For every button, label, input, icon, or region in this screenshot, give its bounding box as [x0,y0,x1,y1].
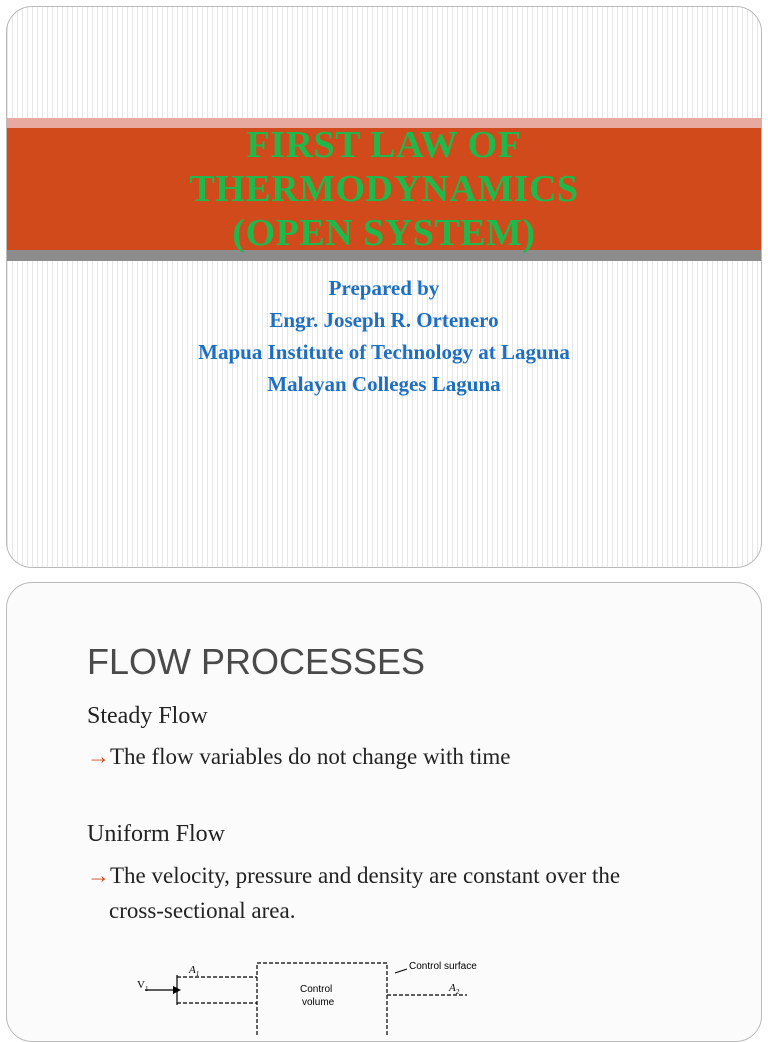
author-block [7,272,761,400]
uniform-flow-heading: Uniform Flow [87,821,225,847]
v1-label: $V_1$ [137,979,149,993]
author-college: Malayan Colleges Laguna [267,372,501,396]
control-volume-diagram [137,955,517,1035]
a2-label: $A_2$ [449,982,460,996]
title-slide [6,6,762,568]
author-institution: Mapua Institute of Technology at Laguna [198,340,570,364]
uniform-flow-text-line-2: cross-sectional area. [109,898,296,923]
arrow-bullet-icon: → [87,863,110,888]
slide-title [7,123,761,255]
steady-flow-heading: Steady Flow [87,703,208,729]
arrow-bullet-icon: → [87,744,110,769]
title-line-3: (OPEN SYSTEM) [232,212,536,254]
control-volume-label-line-1: Control [300,984,333,995]
prepared-by-label: Prepared by [328,276,440,300]
uniform-flow-bullet [87,858,620,928]
steady-flow-text: The flow variables do not change with time [110,744,511,769]
title-line-1: FIRST LAW OF [246,124,522,166]
control-surface-label: Control surface [409,961,477,972]
author-name: Engr. Joseph R. Ortenero [269,308,499,332]
uniform-flow-text-line-1: The velocity, pressure and density are constant over the [110,863,621,888]
control-surface-leader [395,969,407,973]
control-volume-label-line-2: volume [302,997,335,1008]
slide-heading: FLOW PROCESSES [87,641,426,682]
steady-flow-bullet [87,739,510,774]
a1-label: $A_1$ [189,964,200,978]
content-slide [6,582,762,1042]
title-line-2: THERMODYNAMICS [189,168,579,210]
